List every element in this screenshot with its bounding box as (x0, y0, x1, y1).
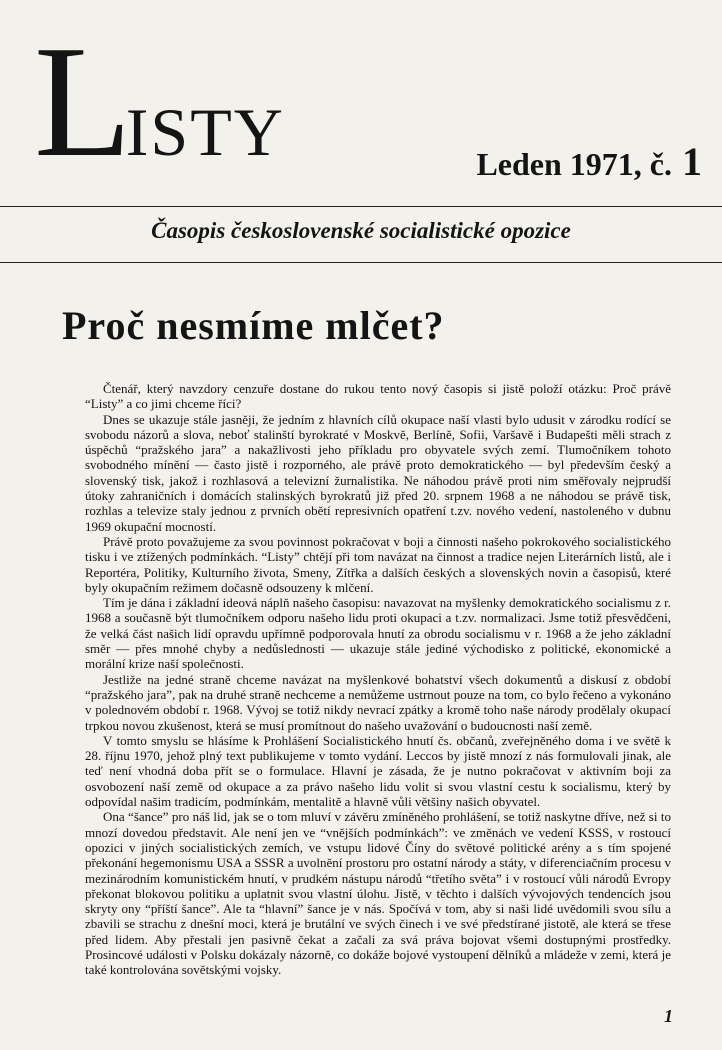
masthead-initial: L (34, 12, 126, 190)
masthead-title (34, 12, 285, 190)
paragraph: Jestliže na jedné straně chceme navázat na myšlenkové bohatství všech dokumentů a diskusí z období “pražského jara”, pak na druhé straně nechceme a nemůžeme ustrnout pouze na tom, co bylo řečeno a vykonáno v polednovém období r. 1968. Vývoj se totiž nikdy nevrací zpátky a kromě toho naše národy prodělaly okupací trpkou novou zkušenost, která se musí promítnout do našeho uvažování o budoucnosti naší země. (85, 671, 671, 733)
article-body (85, 381, 671, 978)
paragraph: V tomto smyslu se hlásíme k Prohlášení Socialistického hnutí čs. občanů, zveřejněného doma i ve světě k 28. říjnu 1970, jehož plný text publikujeme v tomto vydání. Leccos by jistě mnozí z nás formulovali jinak, ale teď není vhodná doba přít se o formulace. Hlavní je zásada, že je nutno pokračovat v aktivním boji za osvobození naší země od okupace a za právo našeho lidu volit si svou vlastní cestu k socialismu, který by odpovídal našim tradicím, podmínkám, mentalitě a hlavně vůli většiny našich obyvatel. (85, 732, 671, 810)
paragraph: Dnes se ukazuje stále jasněji, že jedním z hlavních cílů okupace naší vlasti bylo udusit v zárodku rodící se svobodu názorů a slova, neboť stalinští byrokraté v Moskvě, Berlíně, Sofii, Varšavě i Budapešti měli strach z úspěchů “pražského jara” a nakažlivosti jeho příkladu pro obyvatele svých zemí. Tlumočníkem tohoto svobodného mínění — často jistě i rozporného, ale právě proto demokratického — byl především český a slovenský tisk, jakož i rozhlasová a televizní žurnalistika. Ne náhodou právě proti nim směřovaly nejprudší útoky zahraničních i domácích stalinských byrokratů již před 20. srpnem 1968 a ne náhodou se právě tisk, rozhlas a televize staly jednou z prvních obětí represivních opatření t.zv. nového vedení, nastoleného v dubnu 1969 okupační mocností. (85, 411, 671, 534)
issue-date (476, 138, 702, 185)
top-divider (0, 206, 722, 207)
page-number: 1 (664, 1006, 673, 1026)
paragraph: Tím je dána i základní ideová náplň našeho časopisu: navazovat na myšlenky demokratického socialismu z r. 1968 a současně být tlumočníkem odporu našeho lidu proti okupaci a t.zv. normalizaci. Jsme totiž přesvědčeni, že velká část našich lidí opravdu upřímně podporovala hnutí za obrodu socialismu v r. 1968 a že jeho základní směr — přes mnohé chyby a nedůslednosti — ukazuje stále jediné východisko z politické, ekonomické a morální krize naší společnosti. (85, 595, 671, 672)
article-headline: Proč nesmíme mlčet? (62, 303, 445, 348)
masthead-rest: ISTY (125, 94, 285, 170)
paragraph: Ona “šance” pro náš lid, jak se o tom mluví v závěru zmíněného prohlášení, se totiž naskytne dříve, než si to mnozí dovedou představit. Ale není jen ve “vnějších podmínkách”: ve změnách ve vedení KSSS, v rostoucí opozici v jiných socialistických zemích, ve vstupu lidové Číny do světové politické arény a s tím spojené překonání hegemonismu USA a SSSR a uvolnění prostoru pro ostatní národy a státy, v diferenciačním procesu v mezinárodním komunistickém hnutí, v prudkém nástupu národů “třetího světa” i v rostoucí vůli národů Evropy překonat blokovou politiku a uplatnit svou vlastní úlohu. Jistě, v těchto i dalších vývojových tendencích jsou skryty ony “příští šance”. Ale ta “hlavní” šance je v nás. Spočívá v tom, aby si naši lidé uvědomili svou sílu a zbavili se strachu z dnešní moci, která je brutální ve svých činech i ve své předstírané jistotě, ale která se třese před lidem. Aby přestali jen pasivně čekat a začali za svá práva bojovat všemi dostupnými prostředky. Prosincové události v Polsku dokázaly názorně, co dokáže bojové vystoupení dělníků a mládeže v zemi, která je také kontrolována sovětskými vojsky. (85, 809, 671, 978)
subtitle: Časopis československé socialistické opozice (151, 218, 571, 243)
issue-label: Leden 1971, č. (476, 146, 672, 182)
paragraph: Právě proto považujeme za svou povinnost pokračovat v boji a činnosti našeho pokrokového socialistického tisku i ve ztížených podmínkách. “Listy” chtějí při tom navázat na činnost a tradice nejen Literárních listů, ale i Reportéra, Politiky, Kulturního života, Smeny, Zítřka a dalších českých a slovenských novin a časopisů, které byly okupačním režimem dočasně odsouzeny k mlčení. (85, 533, 671, 595)
issue-number: 1 (682, 139, 702, 184)
bottom-divider (0, 262, 722, 263)
paragraph: Čtenář, který navzdory cenzuře dostane do rukou tento nový časopis si jistě položí otázku: Proč právě “Listy” a co jimi chceme říci? (85, 381, 671, 412)
